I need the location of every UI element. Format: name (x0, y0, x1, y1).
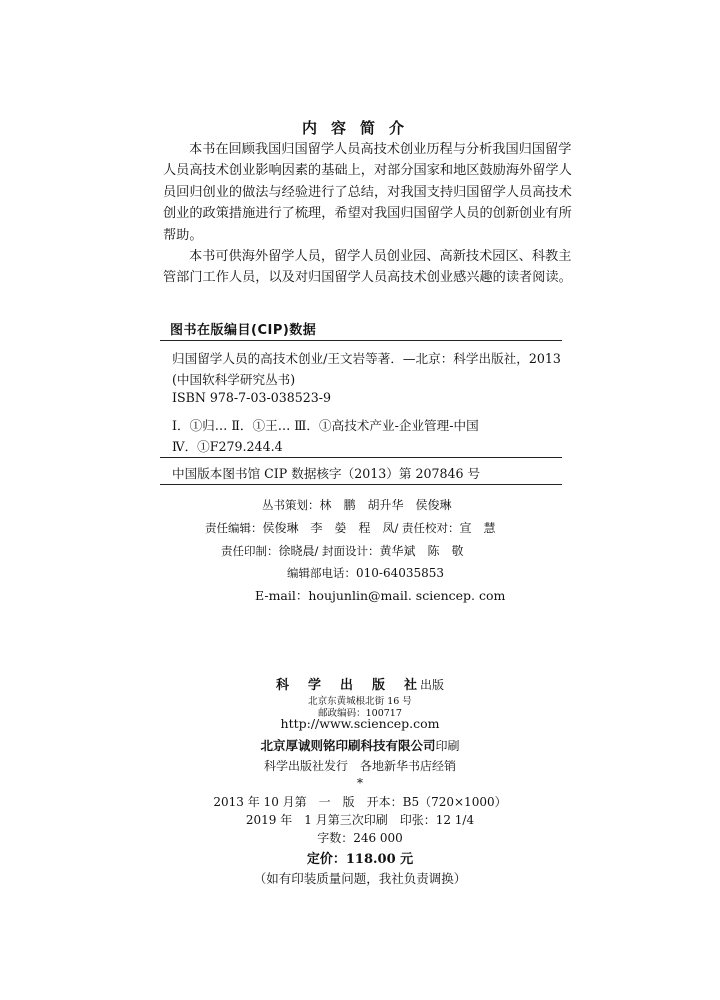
cip-line: Ⅳ．①F279.244.4 (172, 439, 283, 454)
publisher-postcode: 邮政编码：100717 (318, 708, 402, 719)
summary-line: 人员高技术创业影响因素的基础上，对部分国家和地区鼓励海外留学人 (163, 163, 572, 179)
distribution-line: 科学出版社发行 各地新华书店经销 (263, 759, 456, 773)
cip-bottom-rule (160, 484, 562, 485)
summary-line: 本书在回顾我国归国留学人员高技术创业历程与分析我国归国留学 (189, 142, 572, 157)
summary-paragraph-1 (163, 139, 572, 246)
cip-middle-rule (160, 457, 562, 458)
price-line (0, 848, 720, 867)
credit-email: E-mail：houjunlin@mail. sciencep. com (255, 588, 506, 603)
printing-line: 2019 年 1 月第三次印刷 印张：12 1/4 (245, 813, 475, 827)
separator-asterisk: * (357, 776, 363, 790)
credit-phone: 编辑部电话：010-64035853 (287, 566, 445, 580)
credit-printing-cover: 责任印制：徐晓晨/ 封面设计：黄华斌 陈 敬 (221, 544, 464, 558)
publisher-name: 科 学 出 版 社 (275, 678, 420, 693)
word-count: 字数：246 000 (317, 831, 403, 845)
summary-line: 员回归创业的做法与经验进行了总结，对我国支持归国留学人员高技术 (163, 184, 572, 200)
edition-line: 2013 年 10 月第 一 版 开本：B5（720×1000） (213, 795, 507, 809)
summary-title: 内容简介 (301, 119, 418, 137)
price-label: 定价： (306, 852, 346, 867)
price-value: 118.00 元 (345, 852, 414, 867)
printer-name: 北京厚诚则铭印刷科技有限公司 (260, 738, 436, 753)
summary-line: 管部门工作人员，以及对归国留学人员高技术创业感兴趣的读者阅读。 (163, 270, 572, 286)
cip-line: (中国软科学研究丛书) (172, 372, 296, 387)
publisher-address: 北京东黄城根北街 16 号 (308, 696, 412, 707)
summary-line: 帮助。 (163, 227, 203, 243)
cip-line: ISBN 978-7-03-038523-9 (172, 390, 332, 405)
cip-line: 归国留学人员的高技术创业/王文岩等著．—北京：科学出版社，2013 (172, 351, 561, 366)
cip-header: 图书在版编目(CIP)数据 (170, 323, 317, 338)
summary-paragraph-2 (163, 246, 572, 289)
credit-series-planning: 丛书策划：林 鹏 胡升华 侯俊琳 (262, 498, 452, 512)
credit-editors: 责任编辑：侯俊琳 李 嫈 程 凤/ 责任校对：宣 慧 (205, 521, 496, 535)
publisher-website: http://www.sciencep.com (280, 716, 440, 731)
cip-top-rule (160, 340, 562, 341)
summary-line: 创业的政策措施进行了梳理，希望对我国归国留学人员的创新创业有所 (163, 206, 572, 222)
summary-line: 本书可供海外留学人员，留学人员创业园、高新技术园区、科教主 (189, 249, 572, 264)
cip-line: Ⅰ．①归… Ⅱ．①王… Ⅲ．①高技术产业-企业管理-中国 (172, 418, 479, 433)
printer-line: 北京厚诚则铭印刷科技有限公司印刷 (260, 738, 460, 753)
quality-notice: （如有印装质量问题，我社负责调换） (253, 871, 467, 886)
cip-record-number: 中国版本图书馆 CIP 数据核字（2013）第 207846 号 (172, 466, 481, 481)
publisher-line: 科 学 出 版 社出版 (275, 678, 445, 693)
